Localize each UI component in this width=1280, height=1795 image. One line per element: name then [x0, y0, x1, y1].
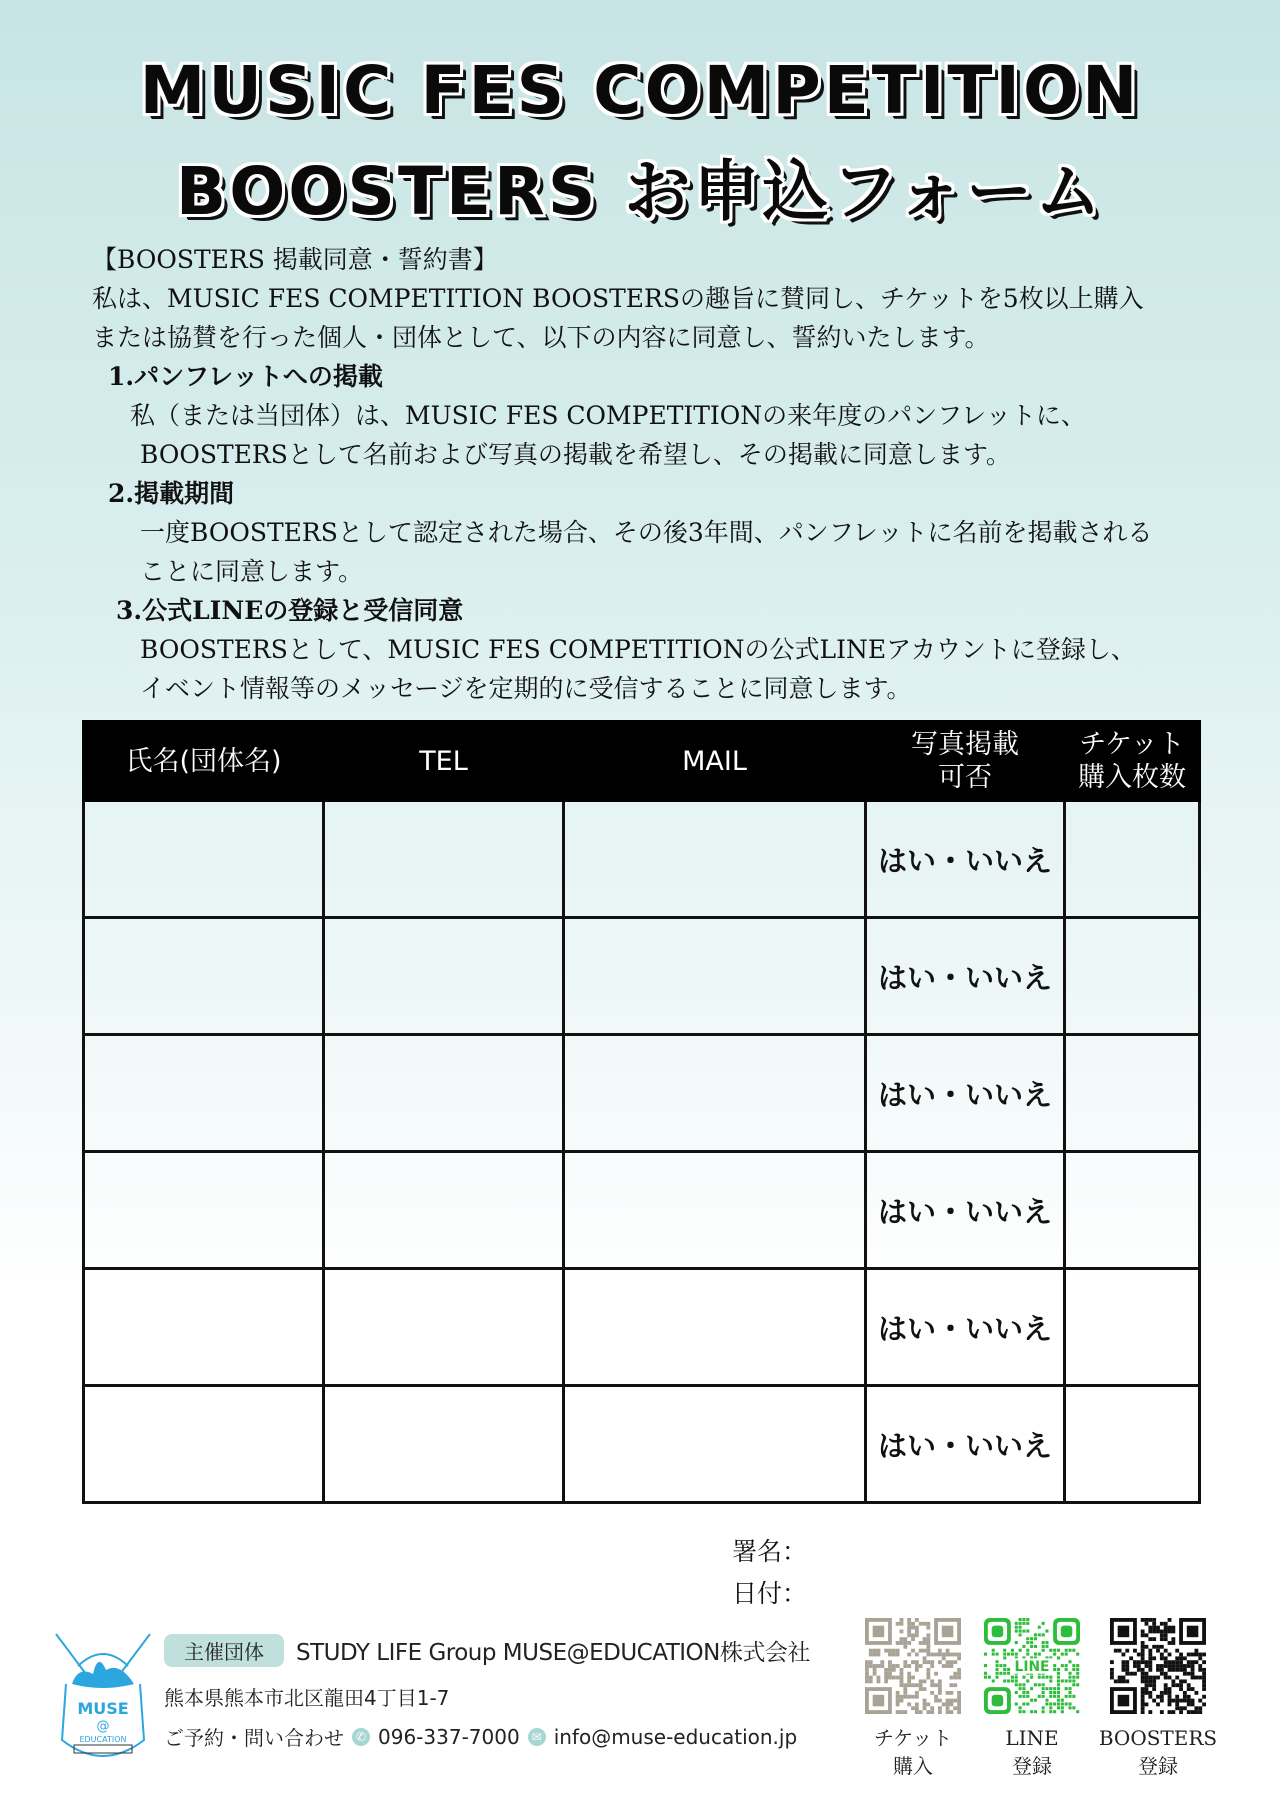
- qr-label: 登録: [1138, 1754, 1178, 1778]
- header-photo-consent: [866, 722, 1065, 801]
- svg-text:MUSE: MUSE: [77, 1699, 129, 1718]
- agreement-intro-2: または協賛を行った個人・団体として、以下の内容に同意し、誓約いたします。: [92, 323, 990, 352]
- qr-label: 購入: [893, 1754, 933, 1778]
- qr-code-icon[interactable]: [1110, 1618, 1206, 1714]
- qr-label: チケット: [873, 1726, 953, 1750]
- organizer-badge: 主催団体: [164, 1634, 284, 1667]
- qr-code-block: [853, 1618, 973, 1778]
- photo-consent-cell[interactable]: はい・いいえ: [866, 918, 1065, 1035]
- photo-consent-cell[interactable]: はい・いいえ: [866, 1386, 1065, 1503]
- contact-email[interactable]: info@muse-education.jp: [553, 1724, 798, 1749]
- svg-text:EDUCATION: EDUCATION: [79, 1735, 127, 1744]
- mail-cell[interactable]: [564, 1035, 866, 1152]
- name-cell[interactable]: [84, 1269, 324, 1386]
- qr-code-icon[interactable]: [984, 1618, 1080, 1714]
- qr-center-text: LINE: [1014, 1658, 1050, 1675]
- section-body-3b: イベント情報等のメッセージを定期的に受信することに同意します。: [140, 674, 912, 703]
- qr-code-block: [1098, 1618, 1218, 1778]
- section-body-1a: 私（または当団体）は、MUSIC FES COMPETITIONの来年度のパンフレットに、: [130, 401, 1086, 430]
- header-ticket-line2: 購入枚数: [1078, 762, 1186, 793]
- date-label: 日付：: [732, 1579, 808, 1608]
- contact-phone[interactable]: 096-337-7000: [378, 1724, 520, 1749]
- tel-cell[interactable]: [324, 1035, 564, 1152]
- table-row: [84, 1269, 1200, 1386]
- table-header-row: [84, 722, 1200, 801]
- form-title-line1: MUSIC FES COMPETITION: [139, 52, 1141, 129]
- name-cell[interactable]: [84, 918, 324, 1035]
- section-body-2a: 一度BOOSTERSとして認定された場合、その後3年間、パンフレットに名前を掲載される: [140, 518, 1153, 547]
- organizer-address: 熊本県熊本市北区龍田4丁目1-7: [164, 1686, 450, 1710]
- ticket-count-cell[interactable]: [1065, 1386, 1200, 1503]
- qr-code-icon[interactable]: [865, 1618, 961, 1714]
- agreement-text: [92, 240, 1202, 708]
- ticket-count-cell[interactable]: [1065, 1269, 1200, 1386]
- header-ticket-count: [1065, 722, 1200, 801]
- form-title-line2: BOOSTERS お申込フォーム: [175, 153, 1105, 230]
- table-row: [84, 1035, 1200, 1152]
- mail-cell[interactable]: [564, 918, 866, 1035]
- header-name: 氏名(団体名): [84, 722, 324, 801]
- tel-cell[interactable]: [324, 918, 564, 1035]
- tel-cell[interactable]: [324, 1269, 564, 1386]
- muse-education-logo: [48, 1622, 158, 1772]
- table-row: [84, 801, 1200, 918]
- table-row: [84, 1152, 1200, 1269]
- signature-label: 署名：: [732, 1537, 808, 1566]
- mail-icon: ✉: [528, 1728, 546, 1746]
- table-row: [84, 918, 1200, 1035]
- photo-consent-cell[interactable]: はい・いいえ: [866, 1269, 1065, 1386]
- photo-consent-cell[interactable]: はい・いいえ: [866, 1035, 1065, 1152]
- ticket-count-cell[interactable]: [1065, 801, 1200, 918]
- organizer-name: STUDY LIFE Group MUSE@EDUCATION株式会社: [296, 1640, 810, 1666]
- tel-cell[interactable]: [324, 1152, 564, 1269]
- section-title-3: 3.公式LINEの登録と受信同意: [116, 596, 464, 625]
- mail-cell[interactable]: [564, 1386, 866, 1503]
- qr-label: 登録: [1012, 1754, 1052, 1778]
- qr-label: LINE: [1005, 1726, 1059, 1750]
- header-mail: MAIL: [564, 722, 866, 801]
- header-ticket-line1: チケット: [1079, 729, 1185, 760]
- mail-cell[interactable]: [564, 1269, 866, 1386]
- section-title-2: 2.掲載期間: [108, 479, 235, 508]
- header-photo-line2: 可否: [938, 762, 992, 793]
- mail-cell[interactable]: [564, 801, 866, 918]
- qr-code-block: [972, 1618, 1092, 1778]
- agreement-heading: 【BOOSTERS 掲載同意・誓約書】: [92, 245, 498, 274]
- photo-consent-cell[interactable]: はい・いいえ: [866, 1152, 1065, 1269]
- contact-line: [164, 1722, 797, 1751]
- mail-cell[interactable]: [564, 1152, 866, 1269]
- name-cell[interactable]: [84, 1035, 324, 1152]
- qr-label: BOOSTERS: [1098, 1726, 1218, 1750]
- section-body-2b: ことに同意します。: [140, 557, 364, 586]
- table-row: [84, 1386, 1200, 1503]
- ticket-count-cell[interactable]: [1065, 918, 1200, 1035]
- agreement-intro-1: 私は、MUSIC FES COMPETITION BOOSTERSの趣旨に賛同し、チケットを5枚以上購入: [92, 284, 1144, 313]
- phone-icon: ✆: [352, 1728, 370, 1746]
- svg-text:@: @: [96, 1719, 110, 1734]
- tel-cell[interactable]: [324, 801, 564, 918]
- section-body-3a: BOOSTERSとして、MUSIC FES COMPETITIONの公式LINEアカウントに登録し、: [140, 635, 1136, 664]
- tel-cell[interactable]: [324, 1386, 564, 1503]
- header-tel: TEL: [324, 722, 564, 801]
- name-cell[interactable]: [84, 1152, 324, 1269]
- application-table: [82, 720, 1201, 1504]
- section-title-1: 1.パンフレットへの掲載: [108, 362, 383, 391]
- section-body-1b: BOOSTERSとして名前および写真の掲載を希望し、その掲載に同意します。: [140, 440, 1011, 469]
- photo-consent-cell[interactable]: はい・いいえ: [866, 801, 1065, 918]
- name-cell[interactable]: [84, 1386, 324, 1503]
- header-photo-line1: 写真掲載: [911, 729, 1019, 760]
- contact-label: ご予約・問い合わせ: [164, 1726, 344, 1750]
- ticket-count-cell[interactable]: [1065, 1035, 1200, 1152]
- ticket-count-cell[interactable]: [1065, 1152, 1200, 1269]
- name-cell[interactable]: [84, 801, 324, 918]
